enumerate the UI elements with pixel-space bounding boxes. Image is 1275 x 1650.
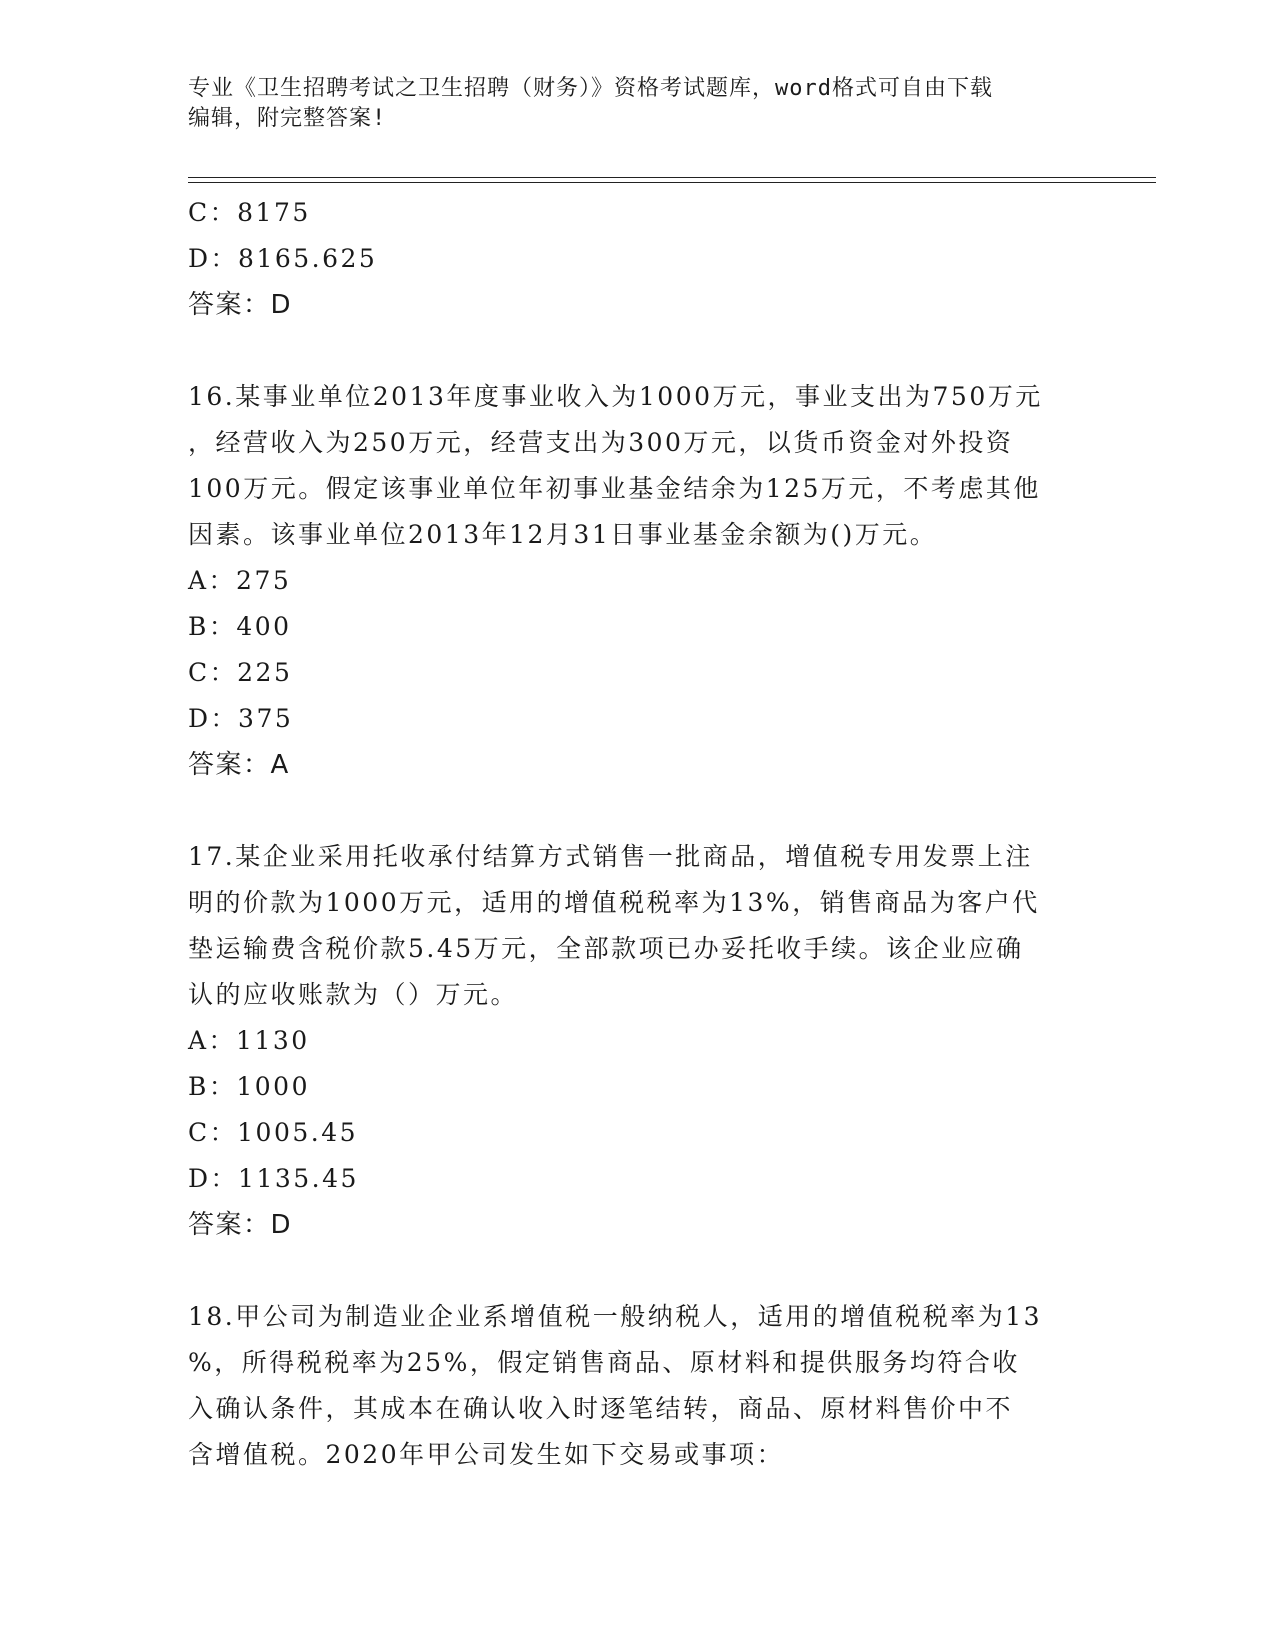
document-header — [188, 74, 1088, 134]
document-body — [188, 190, 1088, 1478]
option-b: B：1000 — [188, 1072, 310, 1101]
header-divider-bottom — [188, 182, 1156, 183]
option-a: A：1130 — [188, 1026, 310, 1055]
option-d: D：375 — [188, 704, 294, 733]
option-c: C：8175 — [188, 198, 311, 227]
question-text-line: 因素。该事业单位2013年12月31日事业基金余额为()万元。 — [188, 520, 938, 549]
question-text-line: 17.某企业采用托收承付结算方式销售一批商品，增值税专用发票上注 — [188, 842, 1033, 871]
question-18 — [188, 1294, 1088, 1478]
option-c: C：1005.45 — [188, 1118, 359, 1147]
header-line-2: 编辑，附完整答案! — [188, 106, 387, 131]
question-text-line: 明的价款为1000万元，适用的增值税税率为13%，销售商品为客户代 — [188, 888, 1040, 917]
question-text-line: %，所得税税率为25%，假定销售商品、原材料和提供服务均符合收 — [188, 1348, 1020, 1377]
option-d: D：1135.45 — [188, 1164, 359, 1193]
option-b: B：400 — [188, 612, 292, 641]
option-d: D：8165.625 — [188, 244, 378, 273]
question-text-line: ，经营收入为250万元，经营支出为300万元，以货币资金对外投资 — [188, 428, 1014, 457]
question-text-line: 认的应收账款为（）万元。 — [188, 980, 519, 1009]
header-divider-top — [188, 177, 1156, 178]
header-line-1: 专业《卫生招聘考试之卫生招聘（财务）》资格考试题库，word格式可自由下载 — [188, 76, 993, 101]
question-15-continued — [188, 190, 1088, 328]
question-text-line: 18.甲公司为制造业企业系增值税一般纳税人，适用的增值税税率为13 — [188, 1302, 1043, 1331]
question-17 — [188, 834, 1088, 1248]
question-text-line: 16.某事业单位2013年度事业收入为1000万元，事业支出为750万元 — [188, 382, 1043, 411]
question-text-line: 入确认条件，其成本在确认收入时逐笔结转，商品、原材料售价中不 — [188, 1394, 1014, 1423]
question-text-line: 含增值税。2020年甲公司发生如下交易或事项： — [188, 1440, 785, 1469]
question-text-line: 100万元。假定该事业单位年初事业基金结余为125万元，不考虑其他 — [188, 474, 1041, 503]
answer-line: 答案：A — [188, 750, 290, 780]
answer-line: 答案：D — [188, 290, 293, 320]
question-text-line: 垫运输费含税价款5.45万元，全部款项已办妥托收手续。该企业应确 — [188, 934, 1024, 963]
question-16 — [188, 374, 1088, 788]
answer-line: 答案：D — [188, 1210, 293, 1240]
option-c: C：225 — [188, 658, 293, 687]
option-a: A：275 — [188, 566, 292, 595]
